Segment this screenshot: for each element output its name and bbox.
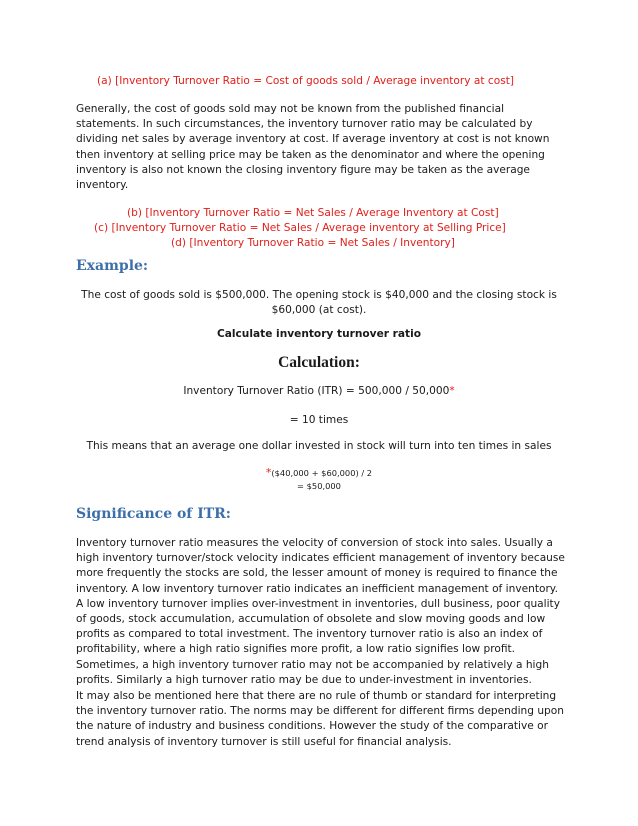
significance-line: profitability, where a high ratio signifies more profit, a low ratio signifies low profit. (76, 643, 516, 656)
task-text: Calculate inventory turnover ratio (216, 328, 422, 340)
intro-paragraph (76, 102, 566, 193)
itr-formula (0, 384, 638, 399)
significance-line: high inventory turnover/stock velocity indicates efficient management of inventory because (76, 552, 565, 565)
significance-line: Sometimes, a high inventory turnover ratio may not be accompanied by relatively a high (76, 658, 549, 671)
example-line-1: The cost of goods sold is $500,000. The opening stock is $40,000 and the closing stock is (81, 289, 557, 301)
significance-heading: Significance of ITR: (76, 506, 231, 522)
asterisk-marker: * (449, 385, 455, 397)
intro-line: then inventory at selling price may be taken as the denominator and where the opening (76, 148, 545, 161)
closing-line: It may also be mentioned here that there are no rule of thumb or standard for interpreting (76, 690, 557, 702)
intro-line: Generally, the cost of goods sold may not be known from the published financial (76, 103, 505, 115)
footnote-text: ($40,000 + $60,000) / 2 (271, 468, 373, 478)
significance-line: A low inventory turnover implies over-investment in inventories, dull business, poor quality (76, 597, 560, 610)
intro-line: inventory. (76, 179, 129, 192)
significance-line: of goods, stock accumulation, accumulation of obsolete and slow moving goods and low (76, 613, 546, 626)
significance-line: inventory. A low inventory turnover ratio indicates an inefficient management of inventory. (76, 582, 558, 595)
example-line-2: $60,000 (at cost). (271, 304, 367, 316)
intro-line: inventory is also not known the closing inventory figure may be taken as the average (76, 163, 530, 176)
significance-line: profits as compared to total investment. The inventory turnover ratio is also an index of (76, 628, 543, 641)
example-heading: Example: (76, 258, 149, 274)
formula-d: (d) [Inventory Turnover Ratio = Net Sales / Inventory] (171, 237, 455, 249)
calculation-heading: Calculation: (278, 354, 360, 371)
footnote-asterisk: * (265, 466, 272, 479)
closing-line: the nature of industry and business conditions. However the study of the comparative or (76, 720, 548, 733)
itr-formula-text: Inventory Turnover Ratio (ITR) = 500,000 / 50,000 (183, 385, 450, 397)
closing-paragraph (76, 689, 566, 750)
significance-line: Inventory turnover ratio measures the velocity of conversion of stock into sales. Usually a (76, 537, 553, 549)
intro-line: statements. In such circumstances, the inventory turnover ratio may be calculated by (76, 118, 533, 131)
closing-line: trend analysis of inventory turnover is still useful for financial analysis. (76, 735, 452, 748)
result-text: = 10 times (289, 414, 349, 426)
formula-c: (c) [Inventory Turnover Ratio = Net Sales / Average inventory at Selling Price] (94, 222, 506, 234)
significance-paragraph (76, 536, 566, 688)
formula-b: (b) [Inventory Turnover Ratio = Net Sales / Average Inventory at Cost] (127, 207, 499, 219)
closing-line: the inventory turnover ratio. The norms may be different for different firms depending upon (76, 705, 564, 718)
formula-a: (a) [Inventory Turnover Ratio = Cost of goods sold / Average inventory at cost] (97, 75, 515, 87)
meaning-text: This means that an average one dollar invested in stock will turn into ten times in sales (86, 440, 552, 452)
significance-line: more frequently the stocks are sold, the lesser amount of money is required to finance the (76, 567, 558, 580)
significance-line: profits. Similarly a high turnover ratio may be due to under-investment in inventories. (76, 673, 532, 686)
intro-line: dividing net sales by average inventory at cost. If average inventory at cost is not known (76, 133, 550, 146)
footnote-line-2: = $50,000 (297, 481, 341, 491)
